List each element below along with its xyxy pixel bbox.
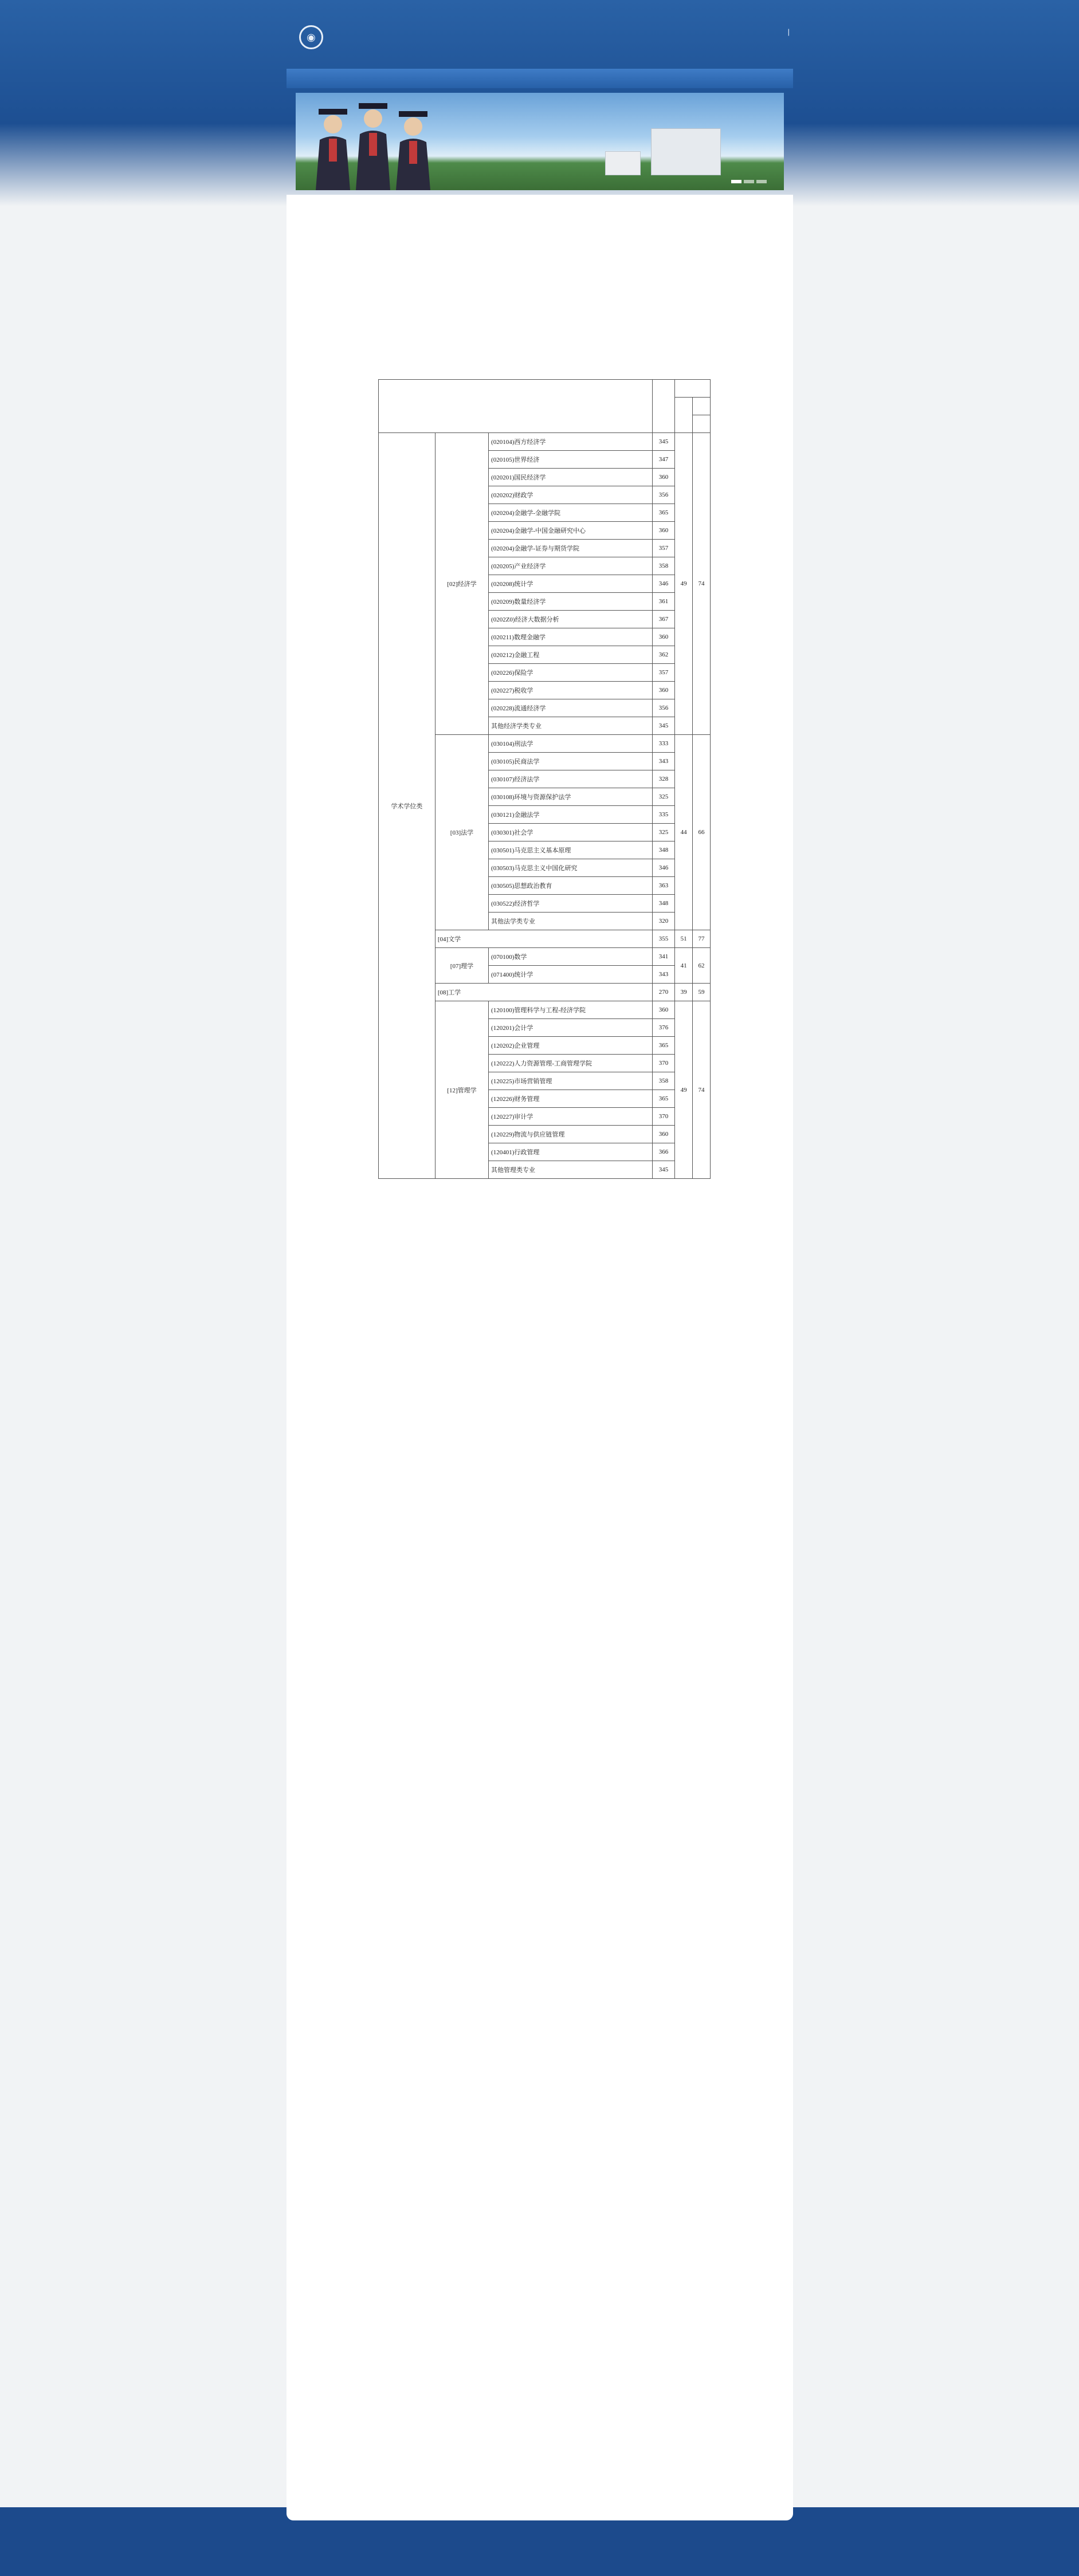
total-score: 363 — [652, 877, 674, 895]
total-score: 328 — [652, 770, 674, 788]
campus-building — [651, 128, 721, 175]
discipline-mgmt: [12]管理学 — [435, 1001, 488, 1179]
major-name: (030107)经济法学 — [489, 770, 653, 788]
table-cell: (120401)行政管理 — [489, 1143, 653, 1161]
table-cell: 355 — [652, 930, 674, 948]
table-cell: 其他管理类专业 — [489, 1161, 653, 1179]
total-score: 346 — [652, 575, 674, 593]
total-score: 345 — [652, 433, 674, 451]
table-cell: (120100)管理科学与工程-经济学院 — [489, 1001, 653, 1019]
major-name: (030105)民商法学 — [489, 753, 653, 770]
table-cell: 51 — [675, 930, 693, 948]
major-name: 其他法学类专业 — [489, 913, 653, 930]
score-table-body — [379, 433, 711, 1179]
total-score: 345 — [652, 717, 674, 735]
table-cell: 370 — [652, 1108, 674, 1126]
major-name: (020204)金融学-金融学院 — [489, 504, 653, 522]
major-name: (030301)社会学 — [489, 824, 653, 841]
th-s100b — [693, 398, 711, 415]
major-name: (020211)数理金融学 — [489, 628, 653, 646]
th-s100c — [693, 415, 711, 433]
total-score: 358 — [652, 557, 674, 575]
table-cell: 358 — [652, 1072, 674, 1090]
table-cell: 370 — [652, 1055, 674, 1072]
table-cell: (120201)会计学 — [489, 1019, 653, 1037]
total-score: 357 — [652, 664, 674, 682]
major-name: (030522)经济哲学 — [489, 895, 653, 913]
major-name: (020205)产业经济学 — [489, 557, 653, 575]
total-score: 347 — [652, 451, 674, 469]
table-cell: (120227)审计学 — [489, 1108, 653, 1126]
university-emblem-icon[interactable]: ◉ — [299, 25, 323, 49]
table-cell: (120225)市场营销管理 — [489, 1072, 653, 1090]
single-100: 44 — [675, 735, 693, 930]
banner-pager[interactable] — [731, 180, 767, 183]
th-subject — [379, 380, 653, 433]
table-cell: 365 — [652, 1090, 674, 1108]
single-over-100: 66 — [693, 735, 711, 930]
major-name: 其他经济学类专业 — [489, 717, 653, 735]
table-cell: 41 — [675, 948, 693, 984]
total-score: 360 — [652, 628, 674, 646]
discipline-law: [03]法学 — [435, 735, 488, 930]
graduates-image — [313, 99, 433, 190]
table-cell: (120202)企业管理 — [489, 1037, 653, 1055]
article-content — [287, 195, 793, 2520]
link-separator: | — [787, 27, 790, 36]
discipline-lit: [04]文学 — [435, 930, 652, 948]
total-score: 343 — [652, 753, 674, 770]
major-name: (020202)财政学 — [489, 486, 653, 504]
table-cell: 77 — [693, 930, 711, 948]
th-total — [652, 380, 674, 433]
main-panel — [287, 11, 793, 2526]
major-name: (020204)金融学-证券与期货学院 — [489, 540, 653, 557]
total-score: 348 — [652, 841, 674, 859]
total-score: 357 — [652, 540, 674, 557]
major-name: (020209)数量经济学 — [489, 593, 653, 611]
major-name: (020208)统计学 — [489, 575, 653, 593]
total-score: 360 — [652, 469, 674, 486]
total-score: 320 — [652, 913, 674, 930]
category-academic: 学术学位类 — [379, 433, 435, 1179]
table-cell: 341 — [652, 948, 674, 966]
hero-banner — [296, 93, 784, 190]
total-score: 361 — [652, 593, 674, 611]
table-cell: 59 — [693, 984, 711, 1001]
major-name: (020204)金融学-中国金融研究中心 — [489, 522, 653, 540]
total-score: 325 — [652, 824, 674, 841]
major-name: (020228)流通经济学 — [489, 699, 653, 717]
major-name: (020212)金融工程 — [489, 646, 653, 664]
th-s100 — [675, 398, 693, 433]
major-name: (020105)世界经济 — [489, 451, 653, 469]
table-cell: (071400)统计学 — [489, 966, 653, 984]
single-100: 49 — [675, 433, 693, 735]
total-score: 333 — [652, 735, 674, 753]
major-name: (030104)刑法学 — [489, 735, 653, 753]
table-cell: 49 — [675, 1001, 693, 1179]
table-cell: 360 — [652, 1001, 674, 1019]
major-name: (030505)思想政治教育 — [489, 877, 653, 895]
table-cell: (120222)人力资源管理-工商管理学院 — [489, 1055, 653, 1072]
total-score: 356 — [652, 699, 674, 717]
major-name: (030503)马克思主义中国化研究 — [489, 859, 653, 877]
total-score: 365 — [652, 504, 674, 522]
table-cell: 360 — [652, 1126, 674, 1143]
score-table — [378, 379, 711, 1179]
table-row — [379, 433, 711, 451]
total-score: 335 — [652, 806, 674, 824]
major-name: (020104)西方经济学 — [489, 433, 653, 451]
table-cell: 39 — [675, 984, 693, 1001]
major-name: (030501)马克思主义基本原理 — [489, 841, 653, 859]
table-cell: 365 — [652, 1037, 674, 1055]
table-cell: (120229)物流与供应链管理 — [489, 1126, 653, 1143]
total-score: 360 — [652, 682, 674, 699]
major-name: (020226)保险学 — [489, 664, 653, 682]
major-name: (030108)环境与资源保护法学 — [489, 788, 653, 806]
total-score: 346 — [652, 859, 674, 877]
main-nav — [287, 69, 793, 88]
table-cell: 343 — [652, 966, 674, 984]
discipline-eng: [08]工学 — [435, 984, 652, 1001]
table-cell: 376 — [652, 1019, 674, 1037]
table-cell: 270 — [652, 984, 674, 1001]
single-over-100: 74 — [693, 433, 711, 735]
total-score: 362 — [652, 646, 674, 664]
table-cell: 74 — [693, 1001, 711, 1179]
total-score: 348 — [652, 895, 674, 913]
table-cell: (070100)数学 — [489, 948, 653, 966]
total-score: 325 — [652, 788, 674, 806]
campus-building-small — [605, 151, 641, 175]
table-cell: 366 — [652, 1143, 674, 1161]
major-name: (0202Z0)经济大数据分析 — [489, 611, 653, 628]
table-cell: (120226)财务管理 — [489, 1090, 653, 1108]
table-cell: 62 — [693, 948, 711, 984]
major-name: (030121)金融法学 — [489, 806, 653, 824]
th-single — [675, 380, 711, 398]
top-links — [781, 27, 793, 36]
major-name: (020201)国民经济学 — [489, 469, 653, 486]
total-score: 360 — [652, 522, 674, 540]
total-score: 356 — [652, 486, 674, 504]
discipline-econ: [02]经济学 — [435, 433, 488, 735]
site-header — [287, 11, 793, 66]
table-cell: 345 — [652, 1161, 674, 1179]
major-name: (020227)税收学 — [489, 682, 653, 699]
discipline-sci: [07]理学 — [435, 948, 488, 984]
total-score: 367 — [652, 611, 674, 628]
